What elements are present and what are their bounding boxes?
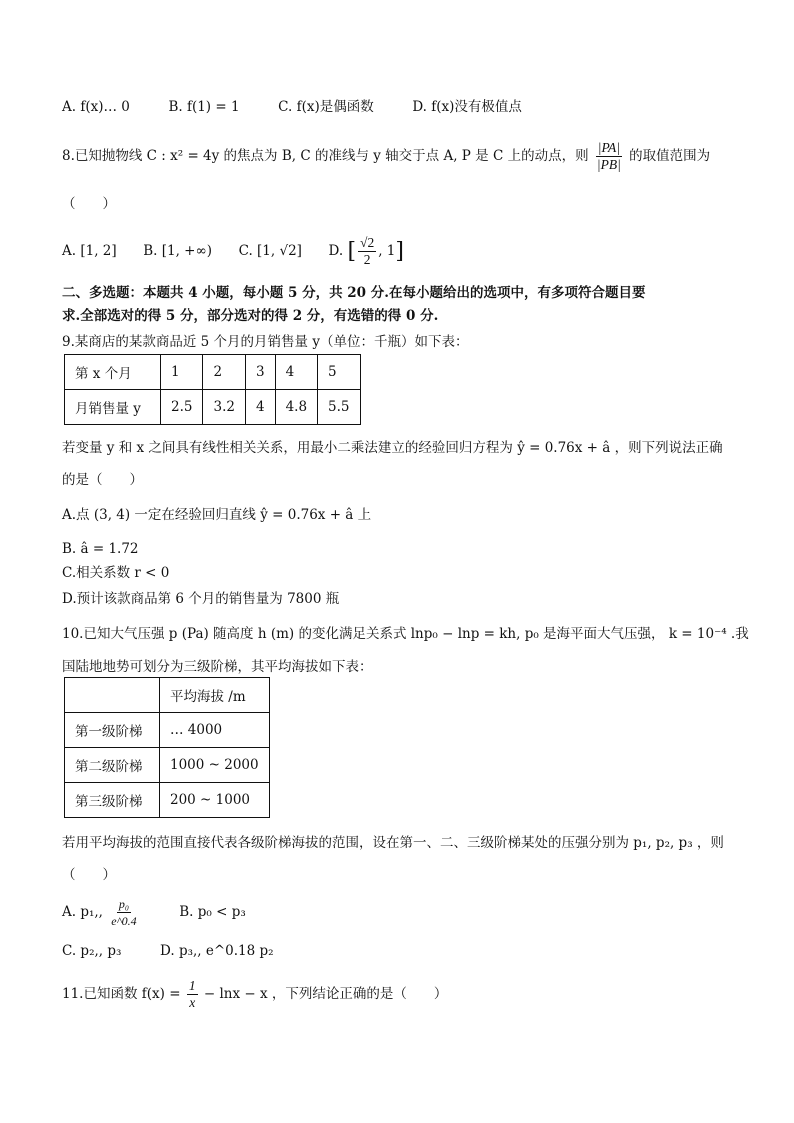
q11-frac-den: x [189, 995, 196, 1010]
table-row [65, 355, 361, 390]
q9-option-d: D.预计该款商品第 6 个月的销售量为 7800 瓶 [62, 591, 340, 607]
section2-line1: 二、多选题：本题共 4 小题，每小题 5 分，共 20 分.在每小题给出的选项中，有多项符合题目要 [62, 285, 646, 301]
q10-option-d: D. p₃,, e^0.18 p₂ [160, 943, 274, 959]
q8-option-d-num: √2 [360, 235, 375, 250]
q8-option-d-tail: , 1 [378, 243, 396, 259]
q10-option-b: B. p₀ < p₃ [179, 904, 246, 920]
table-row [65, 390, 361, 425]
q8-fraction [595, 140, 623, 173]
q9-table [64, 354, 361, 425]
q9-line2: 若变量 y 和 x 之间具有线性相关关系，用最小二乘法建立的经验回归方程为 ŷ = 0.76x + â ，则下列说法正确 [62, 440, 723, 456]
table-row [65, 783, 270, 818]
q10-option-a-fraction [109, 896, 138, 929]
q10-line1: 10.已知大气压强 p (Pa) 随高度 h (m) 的变化满足关系式 lnp₀ − lnp = kh, p₀ 是海平面大气压强， k = 10⁻⁴ .我 [62, 626, 749, 642]
table-header-cell: 平均海拔 /m [160, 678, 270, 713]
q8-option-d-lbracket: [ [347, 239, 357, 264]
q9-option-a: A.点 (3, 4) 一定在经验回归直线 ŷ = 0.76x + â 上 [62, 507, 372, 523]
q8-option-d-rbracket: ] [395, 239, 404, 264]
q11-stem [62, 978, 447, 1011]
q8-paren: （ ） [62, 196, 116, 212]
q11-fraction [187, 978, 198, 1011]
q8-frac-den: |PB| [596, 157, 621, 172]
q9-option-b: B. â = 1.72 [62, 541, 139, 557]
section2-line2: 求.全部选对的得 5 分，部分选对的得 2 分，有选错的得 0 分. [62, 308, 439, 324]
q9-line3: 的是（ ） [62, 472, 143, 488]
table-cell: 第二级阶梯 [65, 748, 160, 783]
q8-option-d-label: D. [328, 243, 344, 259]
table-cell: 2.5 [161, 390, 203, 425]
table-cell: 3 [245, 355, 275, 390]
q9-option-c: C.相关系数 r < 0 [62, 565, 170, 581]
table-cell: 200 ~ 1000 [160, 783, 270, 818]
table-cell: 第三级阶梯 [65, 783, 160, 818]
q10-options-cd [62, 942, 274, 960]
q8-frac-num: |PA| [597, 140, 620, 155]
table-cell: 4.8 [275, 390, 317, 425]
q9-row1-label: 第 x 个月 [65, 355, 161, 390]
table-cell: 4 [245, 390, 275, 425]
q10-option-c: C. p₂,, p₃ [62, 943, 122, 959]
q10-option-a-pre: A. p₁,, [62, 904, 103, 920]
q10-line2: 国陆地地势可划分为三级阶梯，其平均海拔如下表： [62, 659, 373, 675]
q9-stem: 9.某商店的某款商品近 5 个月的月销售量 y（单位：千瓶）如下表： [62, 334, 469, 350]
table-cell: 2 [203, 355, 245, 390]
q8-option-b: B. [1, +∞) [143, 243, 212, 259]
table-cell: … 4000 [160, 713, 270, 748]
q7-option-d: D. f(x)没有极值点 [412, 99, 522, 115]
q11-post: − lnx − x ，下列结论正确的是（ ） [203, 986, 448, 1002]
q8-stem [62, 140, 710, 173]
q10-table [64, 677, 270, 818]
q10-option-a-num: p₀ [118, 897, 130, 911]
table-header-cell [65, 678, 160, 713]
table-cell: 5 [318, 355, 360, 390]
table-row [65, 713, 270, 748]
q8-option-a: A. [1, 2] [62, 243, 117, 259]
q9-row2-label: 月销售量 y [65, 390, 161, 425]
q7-option-a: A. f(x)… 0 [62, 99, 130, 115]
q8-option-d-den: 2 [363, 252, 371, 267]
q8-option-d-fraction [358, 235, 376, 268]
q10-paren: （ ） [62, 867, 116, 883]
table-cell: 第一级阶梯 [65, 713, 160, 748]
table-cell: 1000 ~ 2000 [160, 748, 270, 783]
table-cell: 4 [275, 355, 317, 390]
table-cell: 1 [161, 355, 203, 390]
q7-options [62, 98, 522, 116]
table-cell: 5.5 [318, 390, 360, 425]
q10-option-a-den: e^0.4 [111, 914, 137, 928]
q8-stem-post: 的取值范围为 [629, 148, 711, 164]
q7-option-c: C. f(x)是偶函数 [278, 99, 374, 115]
q11-frac-num: 1 [188, 978, 196, 993]
q11-pre: 11.已知函数 f(x) = [62, 986, 181, 1002]
q8-option-c: C. [1, √2] [238, 243, 302, 259]
table-row [65, 748, 270, 783]
table-row [65, 678, 270, 713]
table-cell: 3.2 [203, 390, 245, 425]
q10-line3: 若用平均海拔的范围直接代表各级阶梯海拔的范围，设在第一、二、三级阶梯某处的压强分别为 p₁, p₂, p₃ ，则 [62, 835, 724, 851]
q8-stem-pre: 8.已知抛物线 C : x² = 4y 的焦点为 B, C 的准线与 y 轴交于点 A, P 是 C 上的动点，则 [62, 148, 589, 164]
q8-options [62, 235, 404, 268]
q10-options-ab [62, 896, 246, 929]
q7-option-b: B. f(1) = 1 [168, 99, 240, 115]
